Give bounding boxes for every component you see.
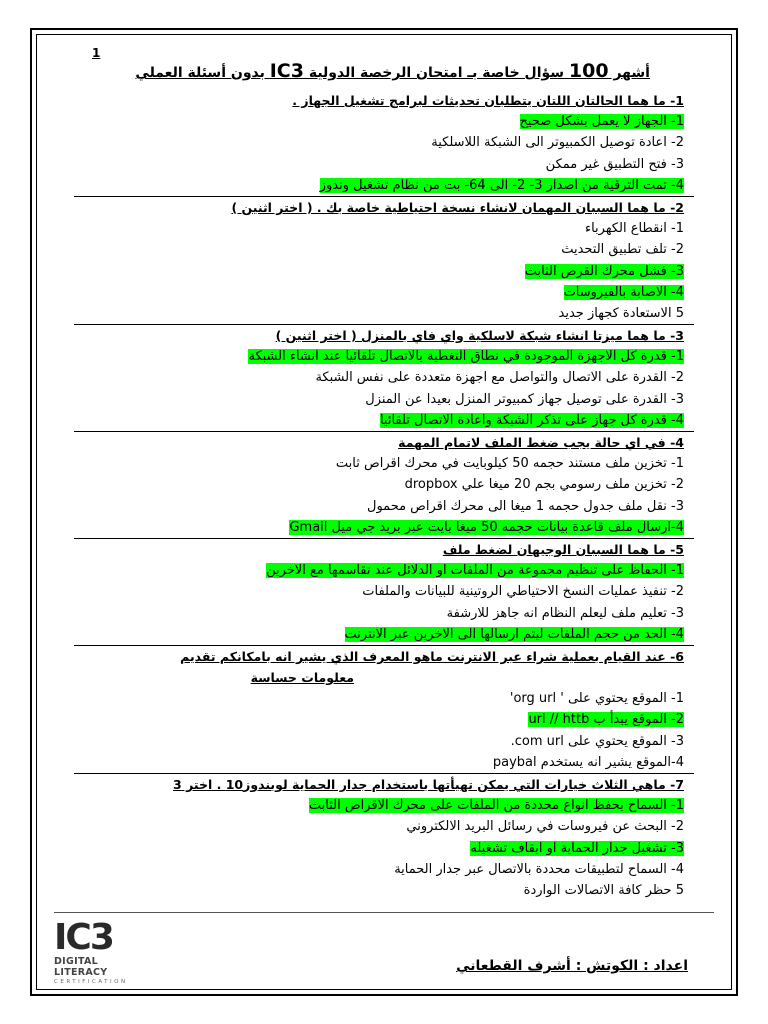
correct-answer: 3- تشغيل جدار الحماية او ايقاف تشغيله: [470, 840, 684, 856]
option-row: [84, 239, 684, 260]
correct-answer: 4-ارسال ملف قاعدة بيانات حجمه 50 ميغا بايت عبر بريد جي ميل Gmail: [289, 519, 684, 535]
answer-option: 2- اعادة توصيل الكمبيوتر الى الشبكة اللاسلكية: [431, 135, 684, 151]
option-row: [84, 731, 684, 752]
option-row: [84, 517, 684, 538]
option-row: [84, 816, 684, 837]
option-row: [84, 709, 684, 730]
author-credit: اعداد : الكوتش : أشرف القطعاني: [456, 958, 688, 974]
question-6: 6- عند القيام بعملية شراء عبر الانترنت ماهو المعرف الذي يشير انه بامكانكم تقديم: [180, 648, 684, 664]
correct-answer: 4- قدرة كل جهاز على تذكر الشبكة واعادة الاتصال تلقائيا: [379, 412, 684, 428]
option-row: [84, 410, 684, 431]
option-row: [84, 603, 684, 624]
question-1: 1- ما هما الحالتان اللتان يتطلبان تحديثات لبرامج تشغيل الجهاز .: [292, 93, 684, 108]
answer-option: 2- القدرة على الاتصال والتواصل مع اجهزة متعددة على نفس الشبكة: [315, 370, 684, 386]
option-row: [84, 624, 684, 645]
correct-answer: 1- الجهاز لا يعمل بشكل صحيح: [519, 114, 684, 130]
answer-option: 1- انقطاع الكهرباء: [584, 221, 684, 237]
question-7: 7- ماهي الثلاث خيارات التي يمكن تهيأتها باستخدام جدار الحماية لوبندوز10 . اختر 3: [173, 777, 684, 792]
answer-option: 3- الموقع يحتوي على com url.: [510, 733, 684, 749]
option-row: [84, 688, 684, 709]
option-row: [84, 261, 684, 282]
option-row: [84, 859, 684, 880]
answer-option: 3- تعليم ملف ليعلم النظام انه جاهز للارشفة: [446, 605, 684, 621]
option-row: [84, 581, 684, 602]
answer-option: 2- تخزين ملف رسومي بجم 20 ميغا علي dropbox: [404, 477, 684, 493]
correct-answer: 2- الموقع يبدأ ب url // httb: [528, 712, 684, 728]
option-row: [84, 389, 684, 410]
answer-option: 1- الموقع يحتوي على ' org url': [509, 691, 684, 707]
answer-option: 1- تخزين ملف مستند حجمه 50 كيلوبايت في محرك اقراص ثابت: [335, 456, 684, 472]
option-row: [84, 154, 684, 175]
option-row: [84, 111, 684, 132]
answer-option: 2- تلف تطبيق التحديث: [561, 242, 684, 258]
answer-option: 5 حظر كافة الاتصالات الواردة: [523, 882, 684, 898]
question-list: [84, 90, 684, 901]
option-row: [84, 346, 684, 367]
answer-option: 3- نقل ملف جدول حجمه 1 ميغا الى محرك اقراص محمول: [367, 498, 684, 514]
answer-option: 5 الاستعادة كجهاز جديد: [558, 305, 684, 321]
answer-option: 2- تنفيذ عمليات النسخ الاحتياطي الروتينية للبيانات والملفات: [362, 584, 684, 600]
correct-answer: 1- الحفاظ على تنظيم مجموعة من الملفات او الدلائل عند تقاسمها مع الاخرين: [266, 563, 684, 579]
option-row: [84, 132, 684, 153]
answer-option: 3- القدرة على توصيل جهاز كمبيوتر المنزل بعيدا عن المنزل: [365, 391, 684, 407]
question-2: 2- ما هما السببان المهمان لانشاء نسخة احتياطية خاصة بك . ( اختر اثنين ): [231, 199, 684, 215]
answer-option: 4-الموقع يشير انه يستخدم paybal: [492, 754, 684, 770]
option-row: [84, 560, 684, 581]
answer-option: 3- فتح التطبيق غير ممكن: [545, 156, 684, 172]
page-number: 1: [92, 46, 101, 60]
option-row: [84, 880, 684, 901]
question-3: 3- ما هما ميزتا انشاء شبكة لاسلكية واي فاي بالمنزل ( اختر اثنين ): [275, 328, 684, 344]
question-5: 5- ما هما السببان الوجيهان لضغط ملف: [442, 541, 684, 557]
correct-answer: 3- فشل محرك القرص الثابت: [524, 263, 684, 279]
option-row: [84, 218, 684, 239]
ic3-logo: IC3 DIGITAL LITERACY CERTIFICATION: [54, 917, 128, 985]
option-row: [84, 838, 684, 859]
answer-option: 2- البحث عن فيروسات في رسائل البريد الالكتروني: [406, 819, 684, 835]
footer-divider: [54, 912, 714, 913]
correct-answer: 1- قدرة كل الاجهزة الموجودة في نطاق التغطية بالاتصال تلقائيا عند انشاء الشبكة: [248, 349, 684, 365]
option-row: [84, 303, 684, 324]
correct-answer: 4- الاصابة بالفيروسات: [563, 284, 684, 300]
option-row: [84, 367, 684, 388]
page-title: أشهر 100 سؤال خاصة بـ امتحان الرخصة الدولية IC3 بدون أسئلة العملي: [135, 60, 650, 82]
option-row: [84, 453, 684, 474]
correct-answer: 4- تمت الترقية من اصدار 3- 2- الى 64- بت من نظام تشغيل وندوز: [319, 177, 684, 193]
option-row: [84, 282, 684, 303]
answer-option: 4- السماح لتطبيقات محددة بالاتصال عبر جدار الحماية: [394, 861, 684, 877]
option-row: [84, 175, 684, 196]
option-row: [84, 752, 684, 773]
question-4: 4- في اي حالة يجب ضغط الملف لاتمام المهمة: [398, 435, 684, 450]
option-row: [84, 496, 684, 517]
correct-answer: 4- الحد من حجم الملفات ليتم ارسالها الى الاخرين عبر الانترنت: [344, 626, 684, 642]
correct-answer: 1- السماح بحفظ انواع محددة من الملفات على محرك الاقراص الثابت: [308, 798, 684, 814]
question-6-continued: معلومات حساسة: [250, 670, 354, 686]
option-row: [84, 474, 684, 495]
option-row: [84, 795, 684, 816]
